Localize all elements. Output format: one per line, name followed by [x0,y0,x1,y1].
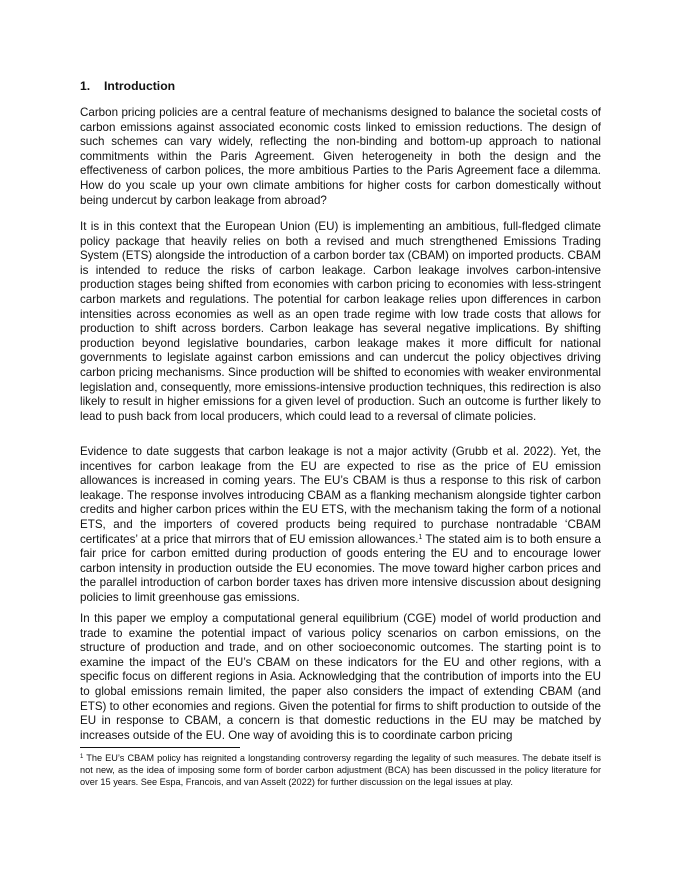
footnote-reference[interactable]: 1 [418,533,423,541]
footnote-text: The EU’s CBAM policy has reignited a longstanding controversy regarding the legality of such measures. The debate itself is not new, as the idea of imposing some form of border carbon adjustment (BCA) has been discussed in the policy literature for over 15 years. See Espa, Francois, and van Asselt (2022) for further discussion on the legal issues at play. [80,753,601,787]
section-number: 1. [80,79,91,93]
section-heading [80,78,175,94]
paragraph-4: In this paper we employ a computational general equilibrium (CGE) model of world production and trade to examine the potential impact of various policy scenarios on carbon emissions, on the structure of production and trade, and on other socioeconomic outcomes. The starting point is to examine the impact of the EU’s CBAM on these indicators for the EU and other regions, with a specific focus on different regions in Asia. Acknowledging that the contribution of imports into the EU to global emissions remain limited, the paper also considers the impact of extending CBAM (and ETS) to other economies and regions. Given the potential for firms to shift production to outside of the EU in response to CBAM, a concern is that domestic reductions in the EU may be matched by increases outside of the EU. One way of avoiding this is to coordinate carbon pricing [80,612,601,742]
footnote-1 [80,752,601,788]
paragraph-3-text-a: Evidence to date suggests that carbon leakage is not a major activity (Grubb et al. 2022). Yet, the incentives for carbon leakage from the EU are expected to rise as the price of EU emission allowances is increased in coming years. The EU’s CBAM is thus a response to this risk of carbon leakage. The response involves introducing CBAM as a flanking mechanism alongside tighter carbon credits and higher carbon prices within the EU ETS, with the mechanism taking the form of a notional ETS, and the importers of covered products being required to purchase nontradable ‘CBAM certificates’ at a price that mirrors that of EU emission allowances. [80,445,601,546]
paragraph-1: Carbon pricing policies are a central feature of mechanisms designed to balance the societal costs of carbon emissions against associated economic costs linked to emission reductions. The design of such schemes can vary widely, reflecting the non-binding and bottom-up approach to national commitments within the Paris Agreement. Given heterogeneity in both the design and the effectiveness of carbon polices, the more ambitious Parties to the Paris Agreement face a dilemma. How do you scale up your own climate ambitions for higher costs for carbon domestically without being undercut by carbon leakage from abroad? [80,106,601,207]
paragraph-3-text-b: The stated aim is to both ensure a fair price for carbon emitted during production of goods entering the EU and to encourage lower carbon intensity in production outside the EU economies. The move toward higher carbon prices and the parallel introduction of carbon border taxes has driven more intensive discussion about designing policies to limit greenhouse gas emissions. [80,532,601,604]
footnote-divider [80,747,240,748]
paragraph-3 [80,445,601,606]
paragraph-2: It is in this context that the European Union (EU) is implementing an ambitious, full-fledged climate policy package that heavily relies on both a revised and much strengthened Emissions Trading System (ETS) alongside the introduction of a carbon border tax (CBAM) on imported products. CBAM is intended to reduce the risks of carbon leakage. Carbon leakage involves carbon-intensive production stages being shifted from economies with carbon pricing to economies with less-stringent carbon markets and regulations. The potential for carbon leakage relies upon differences in carbon intensities across economies as well as an open trade regime with low trade costs that allows for production to shift across borders. Carbon leakage has several negative implications. By shifting production beyond legislative boundaries, carbon leakage makes it more difficult for national governments to legislate against carbon emissions and can undercut the policy objectives driving carbon pricing mechanisms. Since production will be shifted to economies with weaker environmental legislation and, consequently, more emissions-intensive production techniques, this redirection is also likely to result in higher emissions for a given level of production. Such an outcome is further likely to lead to push back from local producers, which could lead to a reversal of climate policies. [80,220,601,423]
section-title: Introduction [104,79,176,93]
footnote-marker: 1 [80,754,84,760]
